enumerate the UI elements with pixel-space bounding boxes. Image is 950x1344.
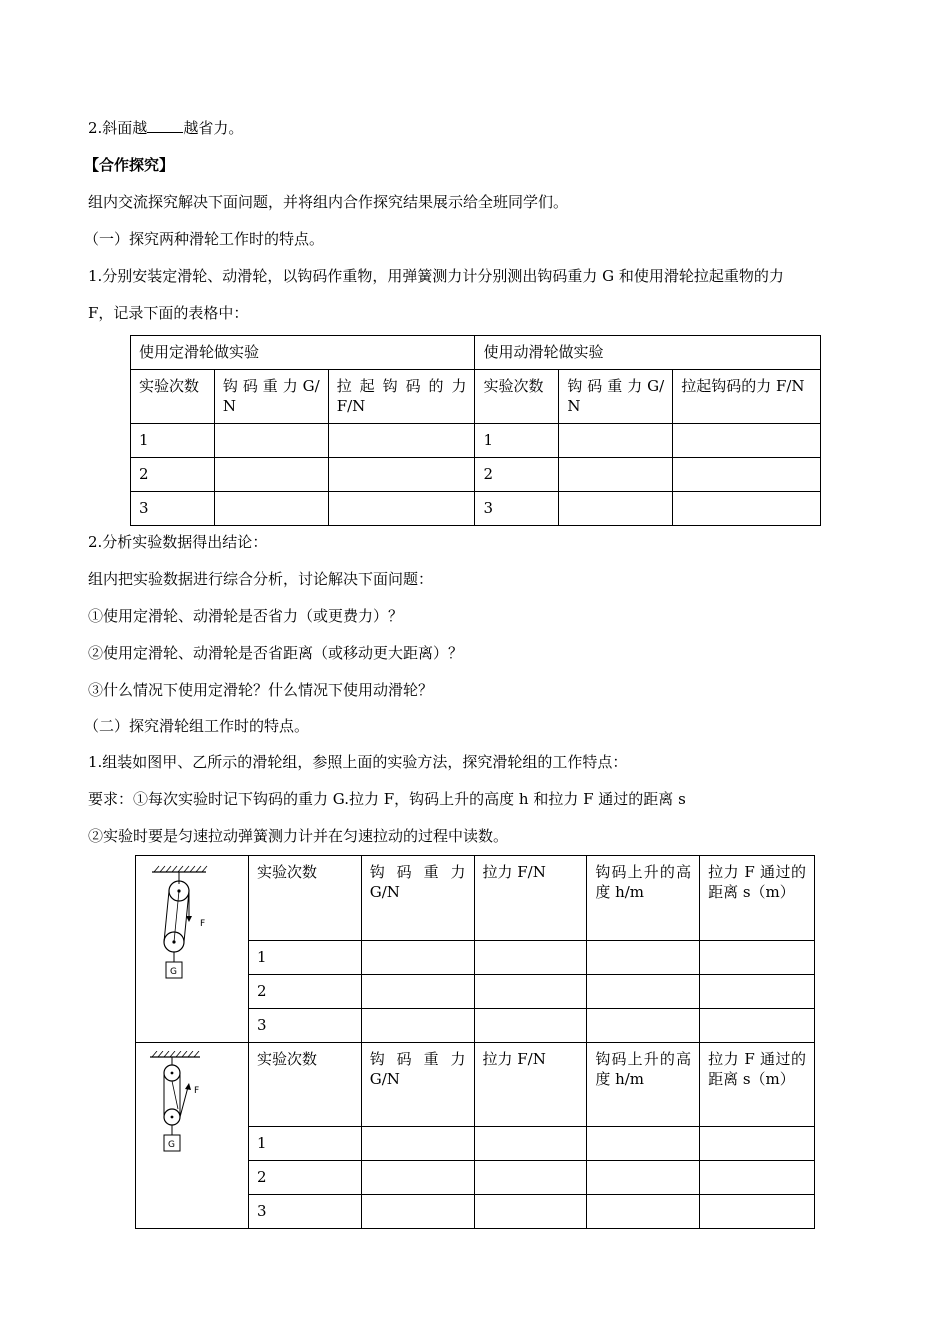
col-force: 拉力 F/N: [474, 856, 587, 941]
fixed-pulley-group-header: 使用定滑轮做实验: [131, 336, 475, 370]
data-cell[interactable]: [474, 1161, 587, 1195]
trial-number: 3: [131, 492, 215, 526]
data-cell[interactable]: [361, 975, 474, 1009]
data-cell[interactable]: [361, 1161, 474, 1195]
data-cell[interactable]: [361, 1009, 474, 1043]
requirement-two: ②实验时要是匀速拉动弹簧测力计并在匀速拉动的过程中读数。: [88, 827, 509, 845]
data-cell[interactable]: [587, 1161, 700, 1195]
question-one: ①使用定滑轮、动滑轮是否省力（或更费力）？: [88, 607, 404, 625]
trial-number: 1: [131, 424, 215, 458]
col-weight-fixed: 钩 码 重 力 G/N: [214, 370, 328, 424]
data-cell[interactable]: [214, 492, 328, 526]
pulley-system-table: [135, 855, 815, 1229]
col-force-fixed: 拉 起 钩 码 的 力 F/N: [328, 370, 475, 424]
data-cell[interactable]: [474, 941, 587, 975]
movable-pulley-group-header: 使用动滑轮做实验: [475, 336, 821, 370]
trial-number: 2: [475, 458, 559, 492]
fill-blank[interactable]: [147, 118, 183, 133]
part-two-title: （二）探究滑轮组工作时的特点。: [84, 717, 310, 735]
table-row: [131, 492, 821, 526]
force-label: F: [194, 1086, 200, 1096]
data-cell[interactable]: [587, 1127, 700, 1161]
data-cell[interactable]: [700, 1161, 815, 1195]
data-cell[interactable]: [328, 492, 475, 526]
data-cell[interactable]: [361, 941, 474, 975]
section-heading: 【合作探究】: [84, 156, 175, 174]
weight-label: G: [170, 967, 177, 977]
col-height: 钩码上升的高度 h/m: [587, 1043, 700, 1127]
data-cell[interactable]: [328, 458, 475, 492]
data-cell[interactable]: [559, 424, 673, 458]
trial-number: 1: [475, 424, 559, 458]
trial-number: 2: [131, 458, 215, 492]
data-cell[interactable]: [700, 941, 815, 975]
step-one-text-cont: F，记录下面的表格中：: [88, 304, 249, 322]
analysis-text: 组内把实验数据进行综合分析，讨论解决下面问题：: [88, 570, 434, 588]
part-one-title: （一）探究两种滑轮工作时的特点。: [84, 230, 325, 248]
table-row: [131, 458, 821, 492]
data-cell[interactable]: [474, 1195, 587, 1229]
data-cell[interactable]: [700, 1195, 815, 1229]
question-two: ②使用定滑轮、动滑轮是否省距离（或移动更大距离）？: [88, 644, 464, 662]
requirement-one: 要求：①每次实验时记下钩码的重力 G.拉力 F，钩码上升的高度 h 和拉力 F 通过的距离 s: [88, 790, 686, 808]
data-cell[interactable]: [700, 1127, 815, 1161]
data-cell[interactable]: [474, 1009, 587, 1043]
data-cell[interactable]: [587, 1009, 700, 1043]
step-two-title: 2.分析实验数据得出结论：: [88, 533, 268, 551]
force-label: F: [200, 919, 206, 929]
table-row: [131, 424, 821, 458]
trial-number: 2: [248, 975, 361, 1009]
pulley-system-a-diagram: [142, 864, 222, 984]
data-cell[interactable]: [673, 492, 821, 526]
trial-number: 1: [248, 1127, 361, 1161]
trial-number: 1: [248, 941, 361, 975]
incline-question-post: 越省力。: [183, 119, 244, 137]
step-one-text: 1.分别安装定滑轮、动滑轮，以钩码作重物，用弹簧测力计分别测出钩码重力 G 和使用滑轮拉起重物的力: [88, 267, 784, 285]
trial-number: 3: [248, 1009, 361, 1043]
col-trial: 实验次数: [248, 1043, 361, 1127]
col-force-movable: 拉起钩码的力 F/N: [673, 370, 821, 424]
pulley-figure-a-cell: [136, 856, 249, 1043]
trial-number: 2: [248, 1161, 361, 1195]
data-cell[interactable]: [474, 1127, 587, 1161]
question-three: ③什么情况下使用定滑轮？什么情况下使用动滑轮？: [88, 681, 434, 699]
data-cell[interactable]: [587, 975, 700, 1009]
col-force: 拉力 F/N: [474, 1043, 587, 1127]
col-trial: 实验次数: [248, 856, 361, 941]
incline-question-pre: 2.斜面越: [88, 119, 148, 137]
pulley-figure-b-cell: [136, 1043, 249, 1229]
data-cell[interactable]: [214, 424, 328, 458]
data-cell[interactable]: [673, 424, 821, 458]
col-distance: 拉力 F 通过的距离 s（m）: [700, 856, 815, 941]
trial-number: 3: [475, 492, 559, 526]
data-cell[interactable]: [673, 458, 821, 492]
incline-question: [88, 118, 243, 138]
col-weight: 钩 码 重 力 G/N: [361, 856, 474, 941]
data-cell[interactable]: [700, 975, 815, 1009]
data-cell[interactable]: [474, 975, 587, 1009]
col-trial-fixed: 实验次数: [131, 370, 215, 424]
data-cell[interactable]: [214, 458, 328, 492]
intro-text: 组内交流探究解决下面问题，并将组内合作探究结果展示给全班同学们。: [88, 193, 569, 211]
trial-number: 3: [248, 1195, 361, 1229]
col-weight: 钩 码 重 力 G/N: [361, 1043, 474, 1127]
col-height: 钩码上升的高度 h/m: [587, 856, 700, 941]
data-cell[interactable]: [559, 458, 673, 492]
pulley-system-b-diagram: [142, 1051, 222, 1161]
data-cell[interactable]: [559, 492, 673, 526]
pulley-system-step: 1.组装如图甲、乙所示的滑轮组，参照上面的实验方法，探究滑轮组的工作特点：: [88, 753, 628, 771]
data-cell[interactable]: [361, 1127, 474, 1161]
col-trial-movable: 实验次数: [475, 370, 559, 424]
col-weight-movable: 钩 码 重 力 G/N: [559, 370, 673, 424]
weight-label: G: [168, 1140, 175, 1150]
data-cell[interactable]: [700, 1009, 815, 1043]
data-cell[interactable]: [361, 1195, 474, 1229]
col-distance: 拉力 F 通过的距离 s（m）: [700, 1043, 815, 1127]
data-cell[interactable]: [587, 1195, 700, 1229]
data-cell[interactable]: [328, 424, 475, 458]
pulley-table: [130, 335, 821, 526]
data-cell[interactable]: [587, 941, 700, 975]
